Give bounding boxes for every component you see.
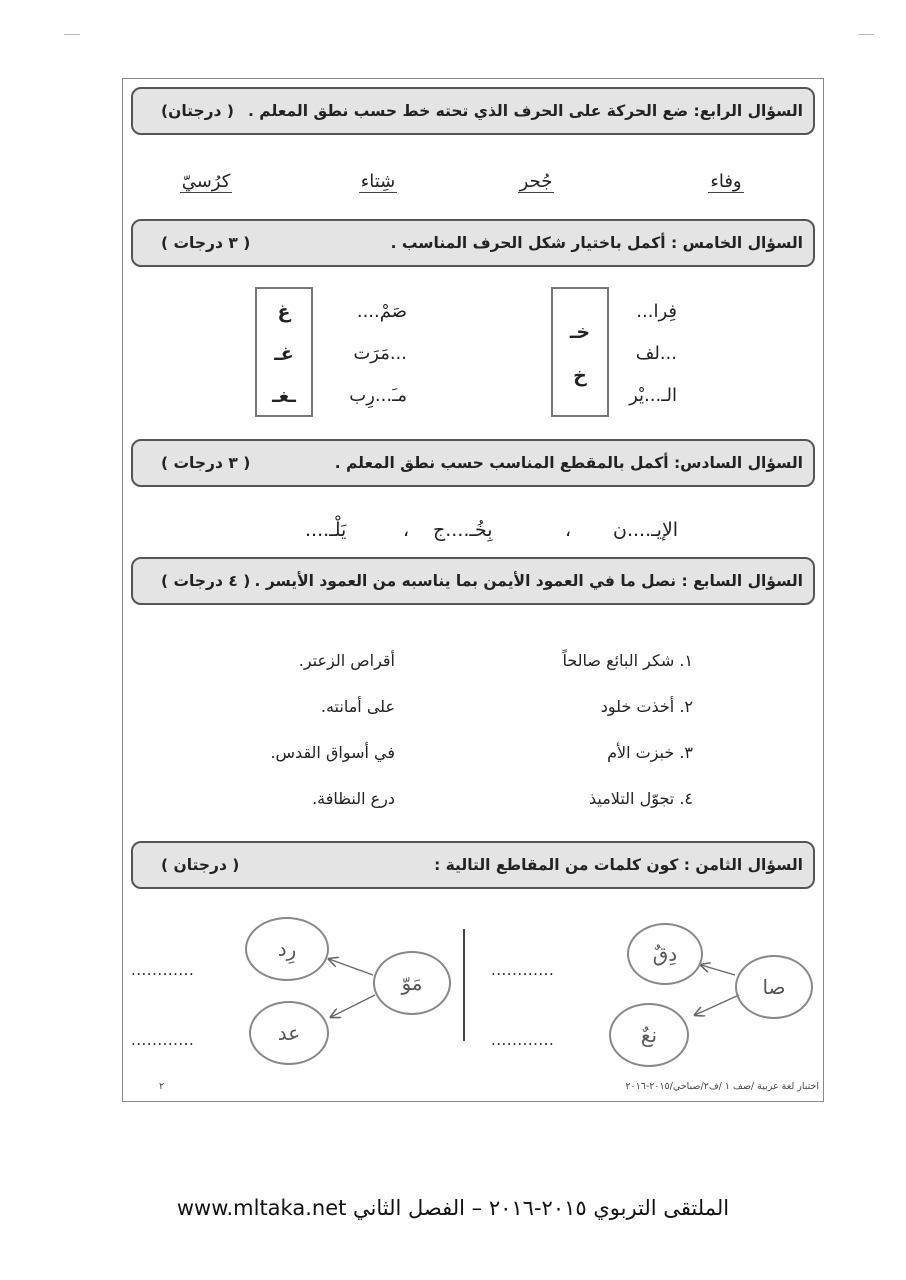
- q6-syllable-1: الإيـ....ن: [613, 519, 679, 541]
- q4-marks: ( درجتان): [161, 102, 234, 120]
- q6-title: السؤال السادس: أكمل بالمقطع المناسب حسب نطق المعلم .: [334, 454, 803, 472]
- q5-right-letter-box: [551, 287, 609, 417]
- q6-comma-2: ،: [403, 519, 410, 541]
- left-bottom-circle: عد: [249, 1001, 329, 1065]
- q5-right-word-2: ...لف: [635, 343, 677, 364]
- q4-word-3: شِتاء: [360, 171, 396, 192]
- q7-marks: ( ٤ درجات ): [161, 572, 251, 590]
- q6-comma-1: ،: [565, 519, 572, 541]
- q5-title: السؤال الخامس : أكمل باختيار شكل الحرف المناسب .: [390, 234, 803, 252]
- q6-marks: ( ٣ درجات ): [161, 454, 251, 472]
- q4-word-1: وفاء: [710, 171, 742, 192]
- q5-right-word-3: الـ...يْر: [629, 385, 677, 406]
- right-center-circle: صا: [735, 955, 813, 1019]
- q7-right-item-2: ٢. أخذت خلود: [600, 697, 693, 716]
- q5-right-letter-1: خـ: [569, 321, 591, 343]
- q6-syllable-2: بِخُـ....ج: [433, 519, 493, 541]
- answer-blank-left-1[interactable]: ............: [131, 961, 195, 979]
- q5-right-letter-2: خ: [573, 365, 587, 387]
- left-center-circle: مَوّ: [373, 951, 451, 1015]
- q8-title: السؤال الثامن : كون كلمات من المقاطع التالية :: [434, 856, 803, 874]
- arrow-right-bottom: [695, 995, 739, 1015]
- exam-footer-text: اختبار لغة عربية /صف ١ /ف٢/صباحي/٢٠١٥-٢٠١٦: [625, 1081, 819, 1092]
- left-top-circle: رِد: [245, 917, 329, 981]
- q4-word-2: جُحر: [519, 171, 553, 192]
- exam-sheet: [122, 78, 824, 1102]
- answer-blank-left-2[interactable]: ............: [131, 1031, 195, 1049]
- q7-right-item-3: ٣. خبزت الأم: [607, 743, 693, 762]
- q7-left-item-2: على أمانته.: [320, 697, 395, 716]
- arrow-left-bottom: [331, 995, 375, 1017]
- arrow-left-top: [329, 959, 373, 975]
- q4-header: [131, 87, 815, 135]
- q5-left-word-1: صَمْ....: [356, 301, 407, 322]
- q5-left-letter-2: غـ: [274, 343, 294, 365]
- q5-left-letter-1: غ: [277, 301, 291, 323]
- q5-right-word-1: فِرا...: [636, 301, 677, 322]
- arrow-right-top: [701, 965, 735, 975]
- q5-left-word-2: ...مَرَت: [353, 343, 407, 364]
- q8-header: [131, 841, 815, 889]
- q4-title: السؤال الرابع: ضع الحركة على الحرف الذي تحته خط حسب نطق المعلم .: [248, 102, 803, 120]
- q6-syllable-3: يَلْـ....: [305, 519, 347, 541]
- q8-marks: ( درجتان ): [161, 856, 240, 874]
- corner-mark-right: [858, 34, 874, 35]
- q7-left-item-1: أقراص الزعتر.: [298, 651, 395, 670]
- q7-left-item-4: درع النظافة.: [312, 789, 395, 808]
- q5-header: [131, 219, 815, 267]
- q7-header: [131, 557, 815, 605]
- q5-marks: ( ٣ درجات ): [161, 234, 251, 252]
- right-top-circle: دِقٌ: [627, 923, 703, 985]
- diagram-lines: [123, 909, 823, 1069]
- q7-title: السؤال السابع : نصل ما في العمود الأيمن بما يناسبه من العمود الأيسر .: [254, 572, 803, 590]
- right-bottom-circle: نعٌ: [609, 1003, 689, 1067]
- q6-header: [131, 439, 815, 487]
- corner-mark-left: [64, 34, 80, 35]
- q7-left-item-3: في أسواق القدس.: [270, 743, 395, 762]
- answer-blank-right-1[interactable]: ............: [491, 961, 555, 979]
- page-number: ٢: [159, 1081, 165, 1092]
- answer-blank-right-2[interactable]: ............: [491, 1031, 555, 1049]
- site-caption: الملتقى التربوي ٢٠١٥-٢٠١٦ – الفصل الثاني www.mltaka.net: [176, 1196, 730, 1220]
- q7-right-item-1: ١. شكر البائع صالحاً: [562, 651, 693, 670]
- q4-word-4: كرُسيّ: [181, 171, 231, 192]
- q5-left-word-3: مـَ...رِب: [349, 385, 407, 406]
- q5-left-letter-3: ـغـ: [272, 385, 296, 407]
- q7-right-item-4: ٤. تجوّل التلاميذ: [588, 789, 693, 808]
